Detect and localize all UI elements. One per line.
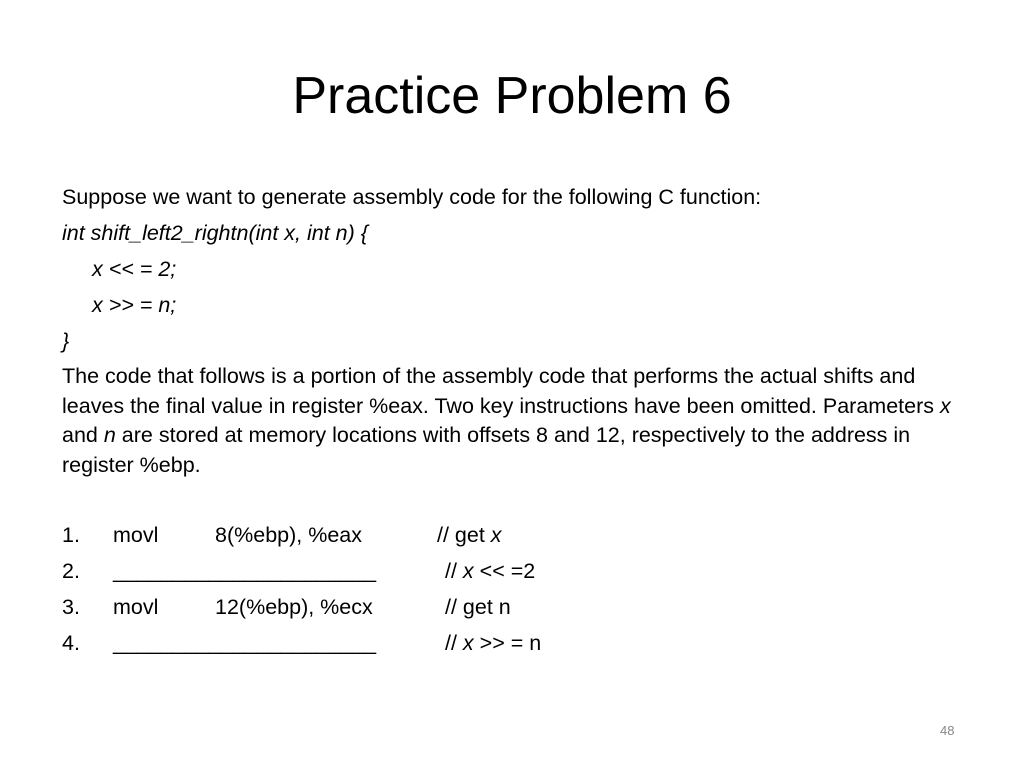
param-x: x — [939, 393, 951, 418]
listing-row-3 — [62, 593, 762, 623]
listing-row-2 — [62, 557, 762, 587]
listing-number: 1. — [62, 523, 80, 547]
listing-operand: 12(%ebp), %ecx — [215, 595, 373, 619]
listing-comment: // x << =2 — [445, 559, 536, 583]
listing-number: 2. — [62, 559, 80, 583]
code-signature: int shift_left2_rightn(int x, int n) { — [62, 221, 368, 245]
listing-comment: // get x — [437, 523, 502, 547]
paragraph-part-2: are stored at memory locations with offsets 8 and 12, respectively to the address in register %ebp. — [62, 423, 911, 477]
description-paragraph — [62, 362, 977, 480]
listing-operand: 8(%ebp), %eax — [215, 523, 362, 547]
paragraph-part-1: The code that follows is a portion of the assembly code that performs the actual shifts and leaves the final value in register %eax. Two key instructions have been omitted. Parameters — [62, 364, 940, 418]
listing-comment: // x >> = n — [445, 631, 542, 655]
listing-number: 4. — [62, 631, 80, 655]
paragraph-and: and — [62, 423, 104, 447]
listing-comment: // get n — [445, 595, 511, 619]
listing-instruction: movl — [113, 523, 159, 547]
listing-row-1 — [62, 521, 762, 551]
listing-instruction: movl — [113, 595, 159, 619]
listing-number: 3. — [62, 595, 80, 619]
listing-blank: ______________________ — [113, 631, 377, 655]
slide-title: Practice Problem 6 — [292, 67, 732, 125]
code-line-1: x << = 2; — [92, 257, 177, 281]
listing-row-4 — [62, 629, 762, 659]
listing-blank: ______________________ — [113, 559, 377, 583]
param-n: n — [103, 423, 116, 447]
code-line-2: x >> = n; — [92, 293, 177, 317]
page-number: 48 — [940, 723, 955, 738]
code-close-brace: } — [62, 329, 70, 353]
intro-text: Suppose we want to generate assembly code for the following C function: — [62, 185, 762, 209]
